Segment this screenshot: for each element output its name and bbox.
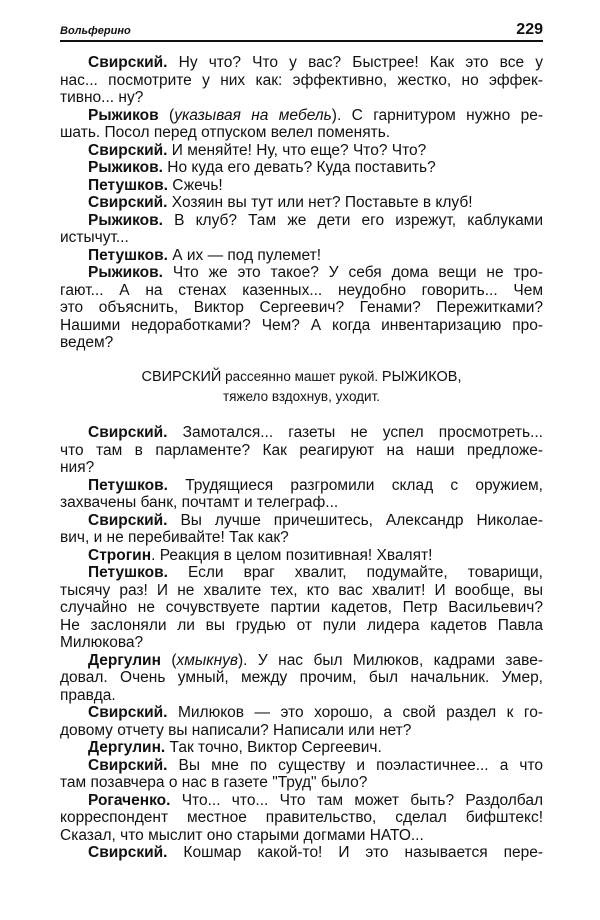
speaker-name: Свирский. [88,194,168,211]
text-line [60,477,543,495]
dialogue-paragraph [60,107,543,142]
text-line [60,282,543,300]
text-line [60,792,543,810]
speaker-name: Свирский. [88,424,168,441]
speaker-name: Рогаченко. [88,791,171,809]
speaker-name: Свирский. [88,54,168,71]
line-text: корреспондент местное правительство, сделал бифштекс! [60,809,543,826]
line-text: А их — под пулемет! [167,246,322,264]
line-text: . У нас был Милюков, кадрами заве- [243,651,543,669]
text-line [60,739,543,757]
line-text: довому отчету вы написали? Написали или нет? [60,721,412,739]
line-text: случайно не сочувствуете партии кадетов, Петр Васильевич? [60,599,543,616]
speaker-name: Строгин [88,546,152,564]
line-text: Милюков — это хорошо, а свой раздел к го- [167,704,543,721]
line-text: нас... посмотрите у них как: эффективно, жестко, но эффек- [60,71,543,89]
line-text: . С гарнитуром нужно ре- [336,106,543,124]
line-text: Ну что? Что у вас? Быстрее! Как это все у [167,54,543,71]
text-line [60,512,543,530]
line-text: правда. [60,686,116,704]
dialogue-paragraph [60,844,543,862]
line-text: Так точно, Виктор Сергеевич. [165,739,382,756]
text-line [60,247,543,265]
text-line: Дергулин (хмыкнув). У нас был Милюков, кадрами заве- [88,651,543,669]
line-text: Сказал, что мыслит оно старыми догмами НАТО... [60,826,424,844]
dialogue-paragraph [60,264,543,352]
text-line [60,124,543,142]
dialogue-paragraph [60,512,543,547]
line-text: Но куда его девать? Куда поставить? [162,159,436,176]
text-line [60,54,543,72]
line-text: захвачены банк, почтамт и телеграф... [60,494,339,511]
line-text: . Реакция в целом позитивная! Хвалят! [151,546,433,564]
line-text: тивно... ну? [60,89,144,106]
text-line [60,177,543,195]
speaker-name: Дергулин [88,651,161,669]
dialogue-paragraph [60,177,543,195]
line-text: ния? [60,459,95,476]
text-line [60,582,543,600]
dialogue-paragraph [60,564,543,652]
line-text: Милюкова? [60,634,144,651]
text-line [60,809,543,827]
dialogue-paragraph [60,652,543,705]
speaker-name: Свирский. [88,844,168,861]
line-text: Хозяин вы тут или нет? Поставьте в клуб! [167,194,473,211]
text-line [60,317,543,335]
text-line [60,634,543,652]
dialogue-paragraph [60,757,543,792]
line-text: И меняйте! Ну, что еще? Что? Что? [167,141,427,159]
text-line [60,529,543,547]
dialogue-paragraph [60,212,543,247]
text-line [60,494,543,512]
speaker-name: Рыжиков. [88,264,163,281]
text-line [60,424,543,442]
running-title: Вольферино [60,25,131,37]
line-text: Нашими недоработками? Чем? А когда инвентаризацию про- [60,316,543,334]
character-name: РЫЖИКОВ, [381,369,462,385]
text-line [60,159,543,177]
line-text: Трудящиеся разгромили склад с оружием, [167,476,543,494]
line-text: шать. Посол перед отпуском велел поменять. [60,124,391,141]
line-text: Вы лучше причешитесь, Александр Николае- [167,511,543,529]
speaker-name: Свирский. [88,704,168,721]
stage-direction-line-2: тяжело вздохнув, уходит. [222,389,381,404]
text-line [60,299,543,317]
dialogue-paragraph [60,54,543,107]
text-line [60,264,543,282]
stage-remark: указывая на мебель [174,106,332,124]
character-name: СВИРСКИЙ [141,369,222,385]
line-text: Не заслоняли ли вы грудью от пули лидера кадетов Павла [60,616,543,634]
line-text: ведем? [60,334,114,351]
speaker-name: Петушков. [88,246,168,264]
text-line [60,617,543,635]
speaker-name: Свирский. [88,511,168,529]
speaker-name: Свирский. [88,141,168,159]
text-line [60,212,543,230]
speaker-name: Свирский. [88,756,168,774]
line-text: Вы мне по существу и поэластичнее... а что [167,756,543,774]
text-line [60,194,543,212]
line-text: Если враг хвалит, подумайте, товарищи, [167,564,543,581]
dialogue-paragraph [60,159,543,177]
text-line [60,459,543,477]
text-line [60,669,543,687]
dialogue-paragraph [60,477,543,512]
line-text: Что... что... Что там может быть? Раздолбал [170,791,543,809]
dialogue-paragraph [60,194,543,212]
text-line [60,229,543,247]
text-line [60,599,543,617]
text-line [60,844,543,862]
line-text: Кошмар какой-то! И это называется пере- [167,844,543,861]
line-text: Что же это такое? У себя дома вещи не тро- [162,264,543,281]
page-header [60,20,543,42]
dialogue-paragraph [60,142,543,160]
text-line [60,774,543,792]
text-line [60,72,543,90]
dialogue-paragraph [60,792,543,845]
dialogue-part-2 [60,424,543,862]
speaker-name: Рыжиков [88,106,159,124]
line-text: это объяснить, Виктор Сергеевич? Генами? Пережитками? [60,299,543,316]
line-text: тысячу раз! И не хвалите тех, кто вас хвалит! И вообще, вы [60,581,543,599]
page-number: 229 [516,21,543,38]
text-line [60,722,543,740]
text-line [60,442,543,460]
dialogue-paragraph [60,424,543,477]
stage-remark: хмыкнув [176,651,238,669]
speaker-name: Рыжиков. [88,211,163,229]
dialogue-paragraph [60,247,543,265]
text-line [60,757,543,775]
speaker-name: Рыжиков. [88,159,163,176]
text-line: Рыжиков (указывая на мебель). С гарнитуром нужно ре- [88,106,543,124]
text-line [60,547,543,565]
dialogue-part-1 [60,54,543,352]
speaker-name: Петушков. [88,476,168,494]
line-text: истычут... [60,229,129,246]
line-text: вич, и не перебивайте! Так как? [60,529,289,546]
dialogue-paragraph [60,739,543,757]
line-text: там позавчера о нас в газете "Труд" было? [60,774,368,791]
speaker-name: Петушков. [88,176,168,194]
stage-direction [60,367,543,407]
dialogue-paragraph [60,704,543,739]
stage-text: рассеянно машет рукой. [221,369,382,384]
speaker-name: Петушков. [88,564,168,581]
text-line [60,564,543,582]
text-line [60,687,543,705]
line-text: что там в парламенте? Как реагируют на наши предложе- [60,441,543,459]
line-text: Замотался... газеты не успел просмотреть... [167,424,543,441]
line-text: гают... А на стенах казенных... неудобно говорить... Чем [60,281,543,299]
text-line [60,142,543,160]
dialogue-paragraph [60,547,543,565]
speaker-name: Дергулин. [88,739,166,756]
text-line [60,89,543,107]
text-line [60,704,543,722]
text-line [60,334,543,352]
text-line [60,827,543,845]
line-text: В клуб? Там же дети его изрежут, каблуками [162,211,543,229]
line-text: Сжечь! [167,176,223,194]
line-text: довал. Очень умный, между прочим, был начальник. Умер, [60,669,543,686]
stage-direction-line-1 [60,367,543,387]
